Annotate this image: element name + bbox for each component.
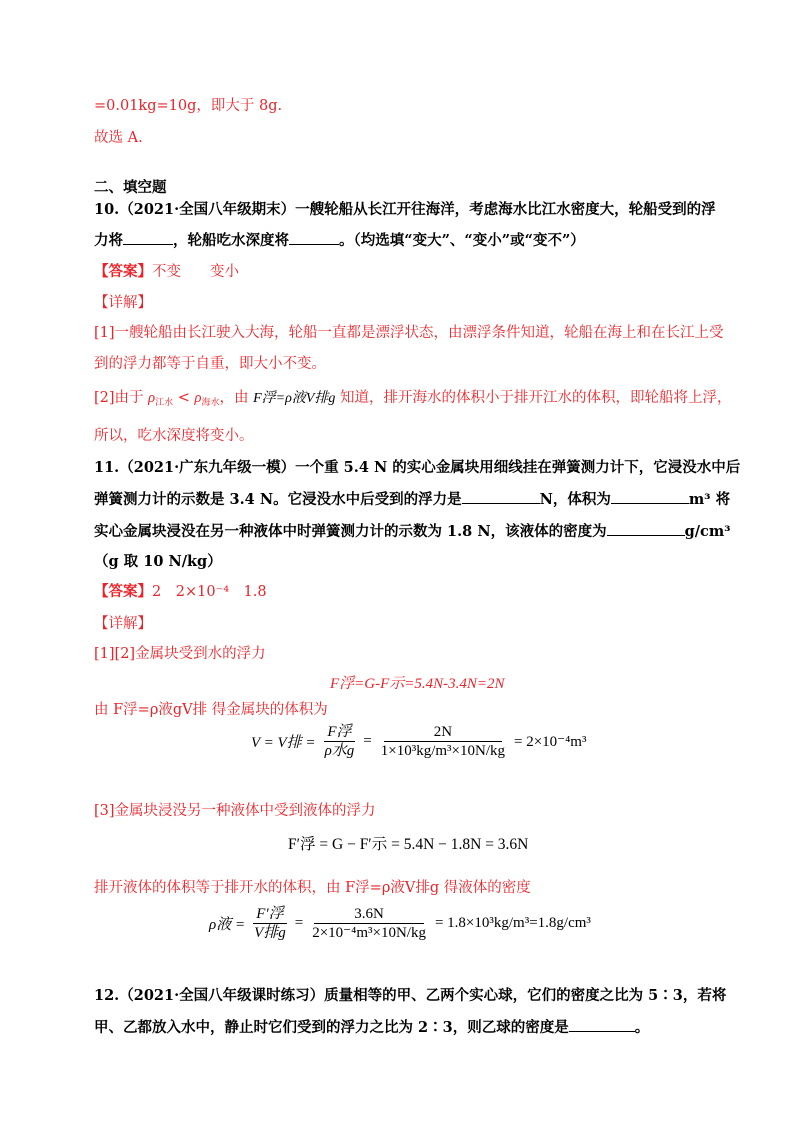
q11-stem-line3 (94, 521, 731, 542)
q11-blank-3[interactable] (607, 521, 685, 536)
q12-stem-line2 (94, 1017, 649, 1038)
q11-stem-line1: 11.（2021·广东九年级一模）一个重 5.4 N 的实心金属块用细线挂在弹簧测力计下，它浸没水中后 (94, 459, 741, 476)
fraction (322, 724, 358, 759)
q11-detail-line4: 排开液体的体积等于排开水的体积，由 F浮=ρ液V排g 得液体的密度 (94, 880, 531, 896)
q12-text-a: 甲、乙都放入水中，静止时它们受到的浮力之比为 2∶3，则乙球的密度是 (94, 1019, 569, 1036)
q11-blank-1[interactable] (462, 489, 540, 504)
answer-tag: 【答案】 (94, 583, 152, 600)
fraction-numerator: 2N (384, 724, 502, 742)
rho-subscript: 江水 (155, 398, 174, 408)
eq4-rhs: = 1.8×10³kg/m³=1.8g/cm³ (434, 915, 591, 931)
eq2-lhs: V = V排 = (251, 735, 316, 751)
q11-text-b: N，体积为 (539, 491, 611, 508)
fraction-numerator: 3.6N (314, 906, 424, 924)
q10-detail-line3 (94, 388, 732, 413)
equation-liquid-buoyancy: F′浮 = G − F′示 = 5.4N − 1.8N = 3.6N (288, 836, 529, 853)
fraction-denominator: ρ水g (324, 743, 355, 759)
q10-answer-value: 不变 变小 (152, 264, 239, 280)
q10-answer (94, 262, 239, 282)
less-than-sign: < (177, 390, 190, 406)
prev-solution-line: =0.01kg=10g，即大于 8g. (94, 98, 283, 114)
q11-detail-line3: [3]金属块浸没另一种液体中受到液体的浮力 (94, 803, 376, 819)
q11-answer (94, 582, 267, 602)
equation-volume (248, 724, 589, 759)
q11-detail-line1: [1][2]金属块受到水的浮力 (94, 646, 266, 662)
answer-tag: 【答案】 (94, 263, 152, 280)
rho-symbol: ρ (194, 390, 202, 406)
q10-text-b: ，轮船吃水深度将 (173, 232, 289, 249)
detail-tag: 【详解】 (94, 295, 152, 311)
q10-text-c: 。（均选填“变大”、“变小”或“变不”） (339, 232, 585, 249)
q12-stem-line1: 12.（2021·全国八年级课时练习）质量相等的甲、乙两个实心球，它们的密度之比为 5∶3，若将 (94, 987, 727, 1004)
q11-text-c: m³ 将 (688, 491, 731, 508)
detail-tag: 【详解】 (94, 616, 152, 632)
equation-buoyancy: F浮=G-F示=5.4N-3.4N=2N (330, 676, 505, 692)
q11-text-a: 弹簧测力计的示数是 3.4 N。它浸没水中后受到的浮力是 (94, 491, 462, 508)
eq4-lhs: ρ液 = (209, 917, 246, 933)
equals-sign: = (363, 733, 372, 749)
q10-d3-text-c: 知道，排开海水的体积小于排开江水的体积，即轮船将上浮， (340, 390, 732, 406)
rho-subscript: 海水 (201, 398, 220, 408)
q10-detail-line1: [1]一艘轮船由长江驶入大海，轮船一直都是漂浮状态，由漂浮条件知道，轮船在海上和在长江上受 (94, 325, 724, 341)
q11-stem-line4: （g 取 10 N/kg） (94, 553, 222, 570)
q10-blank-2[interactable] (289, 230, 339, 245)
q10-detail-line2: 到的浮力都等于自重，即大小不变。 (94, 356, 326, 372)
fraction (309, 906, 429, 941)
q11-text-d: 实心金属块浸没在另一种液体中时弹簧测力计的示数为 1.8 N，该液体的密度为 (94, 523, 607, 540)
equals-sign: = (294, 915, 304, 931)
q10-detail-line4: 所以，吃水深度将变小。 (94, 428, 254, 444)
q12-text-b: 。 (634, 1019, 650, 1036)
q11-blank-2[interactable] (611, 489, 689, 504)
q11-text-e: g/cm³ (684, 523, 731, 540)
fraction (251, 906, 289, 941)
section-title: 二、填空题 (94, 179, 167, 196)
q10-stem-line1: 10.（2021·全国八年级期末）一艘轮船从长江开往海洋，考虑海水比江水密度大，轮船受到的浮 (94, 201, 716, 218)
prev-answer-choice: 故选 A. (94, 130, 143, 146)
q11-answer-value: 2 2×10⁻⁴ 1.8 (152, 584, 267, 600)
fraction-denominator: 2×10⁻⁴m³×10N/kg (312, 925, 426, 941)
fraction-numerator: F′浮 (253, 906, 286, 924)
q10-d3-text-b: ，由 (219, 390, 249, 406)
eq2-rhs: = 2×10⁻⁴m³ (513, 734, 587, 750)
q11-detail-line2: 由 F浮=ρ液gV排 得金属块的体积为 (94, 702, 328, 718)
q10-stem-line2 (94, 230, 585, 251)
fraction-numerator: F浮 (324, 724, 354, 742)
q10-d3-text-a: [2]由于 (94, 390, 144, 406)
equation-density (206, 906, 594, 941)
q11-stem-line2 (94, 489, 730, 510)
fraction-denominator: 1×10³kg/m³×10N/kg (380, 743, 505, 759)
q10-text-a: 力将 (94, 232, 123, 249)
fraction-denominator: V排g (254, 925, 286, 941)
rho-symbol: ρ (148, 390, 156, 406)
q10-blank-1[interactable] (123, 230, 173, 245)
buoyancy-formula: F浮=ρ液V排g (253, 391, 336, 406)
q12-blank-1[interactable] (569, 1017, 635, 1032)
fraction (378, 724, 508, 759)
